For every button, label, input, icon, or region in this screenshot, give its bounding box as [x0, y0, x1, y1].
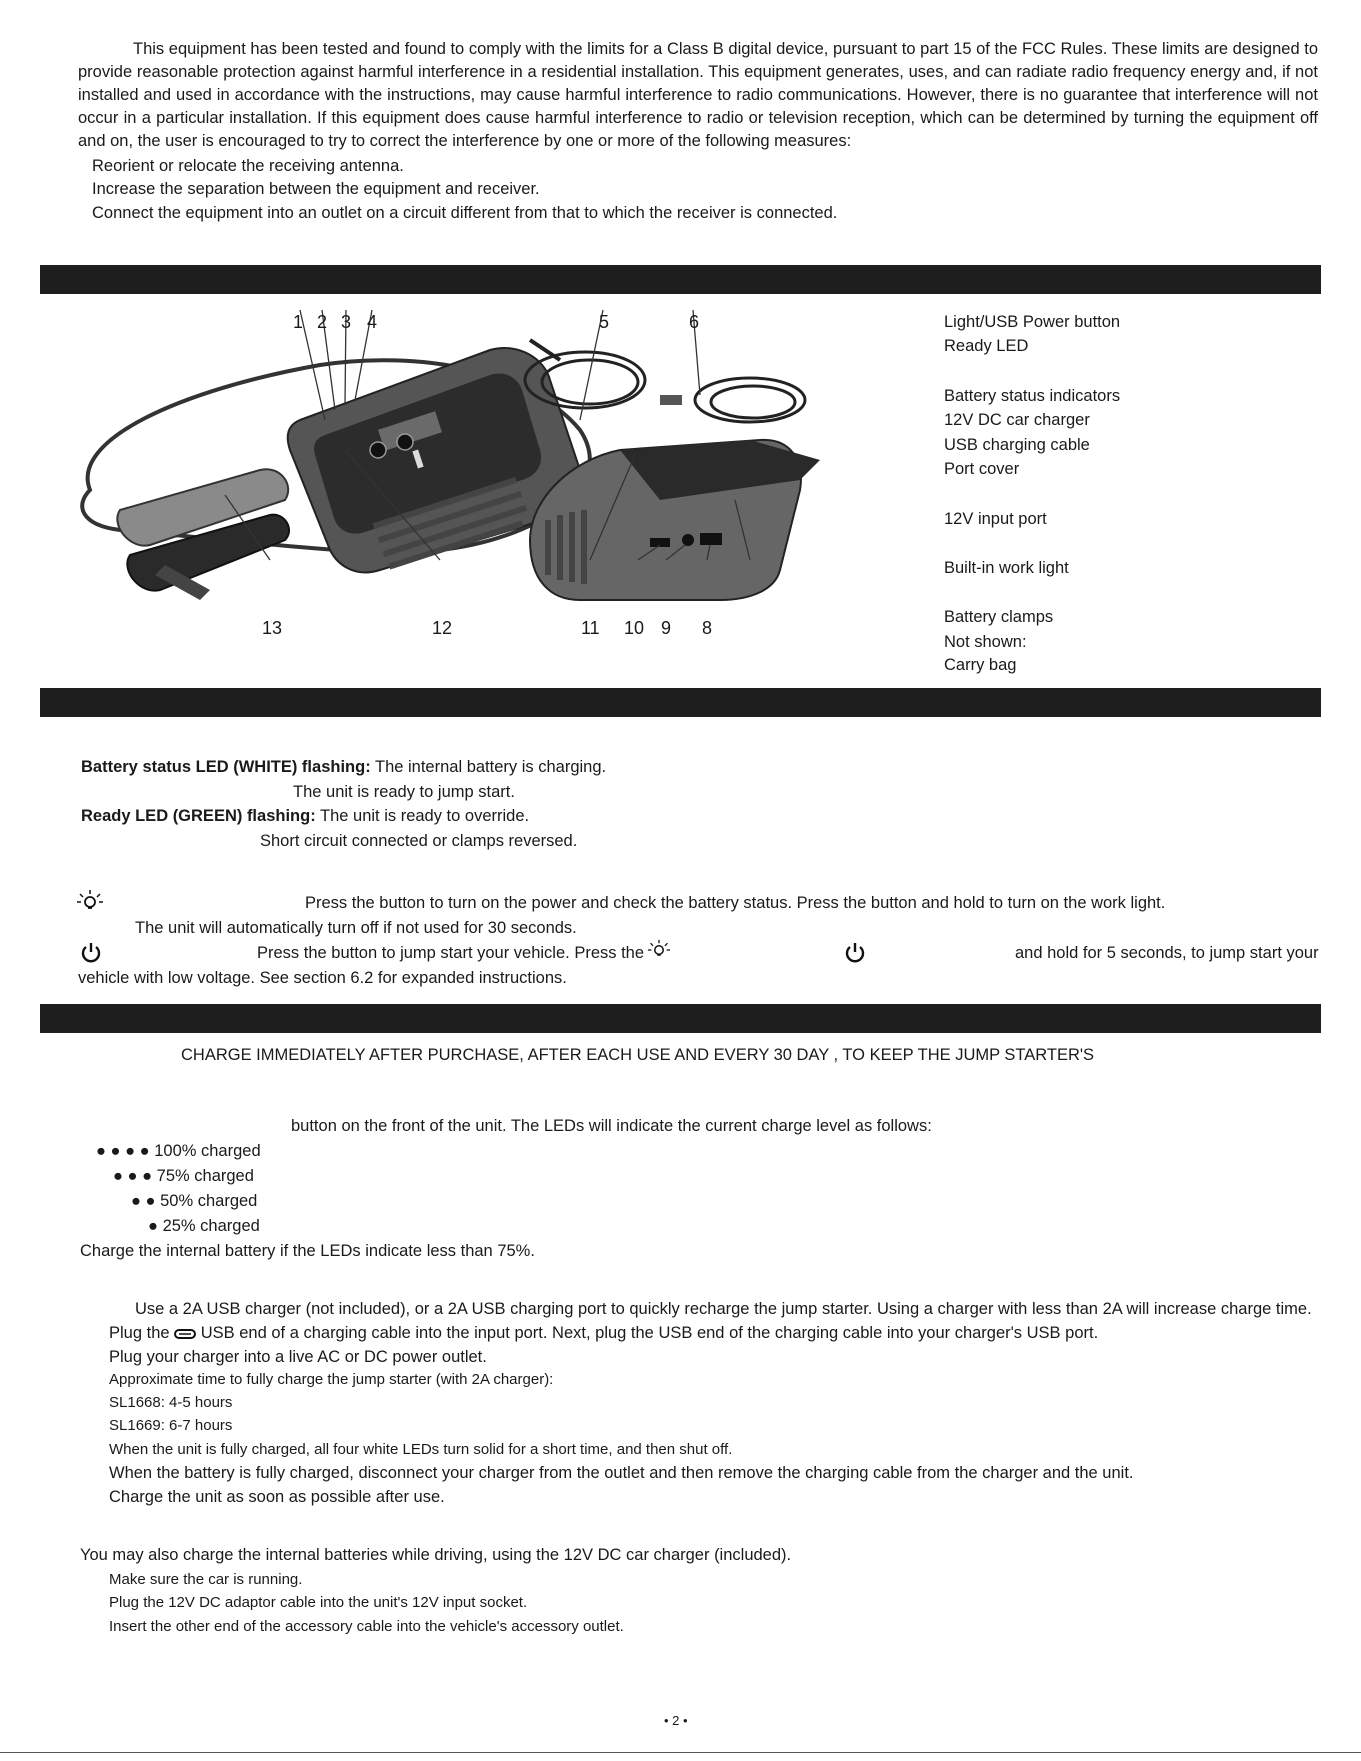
part-carry-bag: Carry bag [944, 656, 1017, 674]
battery-led-label: Battery status LED (WHITE) flashing: [81, 758, 371, 776]
fcc-measure-3: Connect the equipment into an outlet on a circuit different from that to which the receiver is connected. [92, 204, 838, 222]
fcc-measure-2: Increase the separation between the equipment and receiver. [92, 180, 540, 198]
power-desc-c: vehicle with low voltage. See section 6.2 for expanded instructions. [78, 969, 567, 987]
level-100-label: 100% charged [154, 1142, 261, 1160]
callout-4: 4 [367, 312, 378, 332]
level-100 [96, 1141, 261, 1161]
callout-9: 9 [661, 618, 672, 638]
fcc-paragraph [78, 38, 1318, 153]
callout-3: 3 [341, 312, 352, 332]
part-light-usb-button: Light/USB Power button [944, 313, 1121, 331]
footer-rule [0, 1752, 1361, 1753]
page-number: • 2 • [664, 1713, 688, 1728]
12v-input-port [682, 534, 694, 546]
usb-cable-inner [711, 386, 795, 418]
car-intro: You may also charge the internal batteries while driving, using the 12V DC car charger (included). [80, 1546, 792, 1564]
fcc-text: This equipment has been tested and found to comply with the limits for a Class B digital device, pursuant to part 15 of the FCC Rules. These limits are designed to provide reasonable protection against harmful interference in a residential installation. This equipment generates, uses, and can radiate radio frequency energy and, if not installed and used in accordance with the instructions, may cause harmful interference to radio communications. However, there is no guarantee that interference will not occur in a particular installation. If this equipment does cause harmful interference to radio or television reception, which can be determined by turning the equipment off and on, the user is encouraged to try to correct the interference by one or more of the following measures: [78, 40, 1318, 150]
level-100-dots: ● ● ● ● [96, 1142, 150, 1160]
auto-off-text: The unit will automatically turn off if not used for 30 seconds. [135, 919, 577, 937]
part-battery-status: Battery status indicators [944, 387, 1121, 405]
short-circuit-text: Short circuit connected or clamps reversed. [260, 832, 578, 850]
part-not-shown: Not shown: [944, 633, 1027, 651]
usb-step-disconnect: When the battery is fully charged, disconnect your charger from the outlet and then remove the charging cable from the charger and the unit. [109, 1464, 1134, 1482]
level-25-dots: ● [148, 1217, 158, 1235]
car-step-2: Plug the 12V DC adaptor cable into the unit's 12V input socket. [109, 1594, 528, 1611]
part-ready-led: Ready LED [944, 337, 1029, 355]
fcc-measure-1: Reorient or relocate the receiving antenna. [92, 157, 404, 175]
part-car-charger: 12V DC car charger [944, 411, 1090, 429]
usb-time-sl1669: SL1669: 6-7 hours [109, 1417, 233, 1434]
usb-step-2: Plug your charger into a live AC or DC power outlet. [109, 1348, 487, 1366]
usb-plug [660, 395, 682, 405]
callout-1: 1 [293, 312, 304, 332]
battery-led-text: The internal battery is charging. [374, 758, 607, 776]
usb-time-sl1668: SL1668: 4-5 hours [109, 1394, 233, 1411]
car-charger-cable-inner [542, 360, 638, 404]
usb-icon [174, 1329, 196, 1339]
car-step-3: Insert the other end of the accessory cable into the vehicle's accessory outlet. [109, 1618, 624, 1635]
callout-11: 11 [581, 618, 600, 638]
usb-intro: Use a 2A USB charger (not included), or a 2A USB charging port to quickly recharge the jump starter. Using a charger with less than 2A will increase charge time. [135, 1300, 1312, 1318]
callout-8: 8 [702, 618, 713, 638]
panel-button-light [370, 442, 386, 458]
part-battery-clamps: Battery clamps [944, 608, 1054, 626]
power-icon [79, 941, 103, 965]
section-bar-indicators [40, 688, 1321, 717]
level-75-label: 75% charged [156, 1167, 254, 1185]
power-desc-a: Press the button to jump start your vehicle. Press the [257, 944, 645, 962]
callout-10: 10 [624, 618, 645, 638]
ready-led-line [81, 806, 529, 826]
car-step-1: Make sure the car is running. [109, 1571, 303, 1588]
level-75-dots: ● ● ● [113, 1167, 153, 1185]
usb-step-full: When the unit is fully charged, all four white LEDs turn solid for a short time, and then shut off. [109, 1441, 733, 1458]
ready-led-label: Ready LED (GREEN) flashing: [81, 807, 316, 825]
usb-step-soon: Charge the unit as soon as possible after use. [109, 1488, 445, 1506]
power-desc-b: and hold for 5 seconds, to jump start your [1015, 944, 1319, 962]
ready-sub-text: The unit is ready to jump start. [293, 783, 515, 801]
light-bulb-icon-inline [647, 939, 671, 961]
usb-step-1b: USB end of a charging cable into the input port. Next, plug the USB end of the charging cable into your charger's USB port. [200, 1324, 1099, 1342]
power-icon-inline [843, 941, 867, 965]
ready-led-text: The unit is ready to override. [320, 807, 530, 825]
light-bulb-icon [76, 889, 104, 915]
battery-led-line [81, 757, 606, 777]
level-50-label: 50% charged [160, 1192, 258, 1210]
level-50 [131, 1191, 257, 1211]
callout-5: 5 [599, 312, 610, 332]
part-12v-input: 12V input port [944, 510, 1047, 528]
part-port-cover: Port cover [944, 460, 1020, 478]
light-button-desc: Press the button to turn on the power and check the battery status. Press the button and hold to turn on the work light. [305, 894, 1166, 912]
level-75 [113, 1166, 254, 1186]
usb-step-3: Approximate time to fully charge the jump starter (with 2A charger): [109, 1371, 554, 1388]
charge-headline: CHARGE IMMEDIATELY AFTER PURCHASE, AFTER EACH USE AND EVERY 30 DAY , TO KEEP THE JUMP STARTER'S [181, 1046, 1095, 1064]
callout-13: 13 [262, 618, 283, 638]
callout-6: 6 [689, 312, 700, 332]
level-50-dots: ● ● [131, 1192, 156, 1210]
usb-step-1 [109, 1323, 1098, 1343]
level-25-label: 25% charged [162, 1217, 260, 1235]
section-bar-parts [40, 265, 1321, 294]
level-25 [148, 1216, 260, 1236]
usb-output-port [700, 533, 722, 545]
callout-12: 12 [432, 618, 453, 638]
usb-step-1a: Plug the [109, 1324, 170, 1342]
section-bar-charging [40, 1004, 1321, 1033]
panel-button-power [397, 434, 413, 450]
part-usb-cable: USB charging cable [944, 436, 1090, 454]
product-figure [60, 300, 930, 660]
callout-2: 2 [317, 312, 328, 332]
charge-note: Charge the internal battery if the LEDs indicate less than 75%. [80, 1242, 535, 1260]
check-level-line: button on the front of the unit. The LEDs will indicate the current charge level as follows: [291, 1117, 932, 1135]
part-work-light: Built-in work light [944, 559, 1069, 577]
